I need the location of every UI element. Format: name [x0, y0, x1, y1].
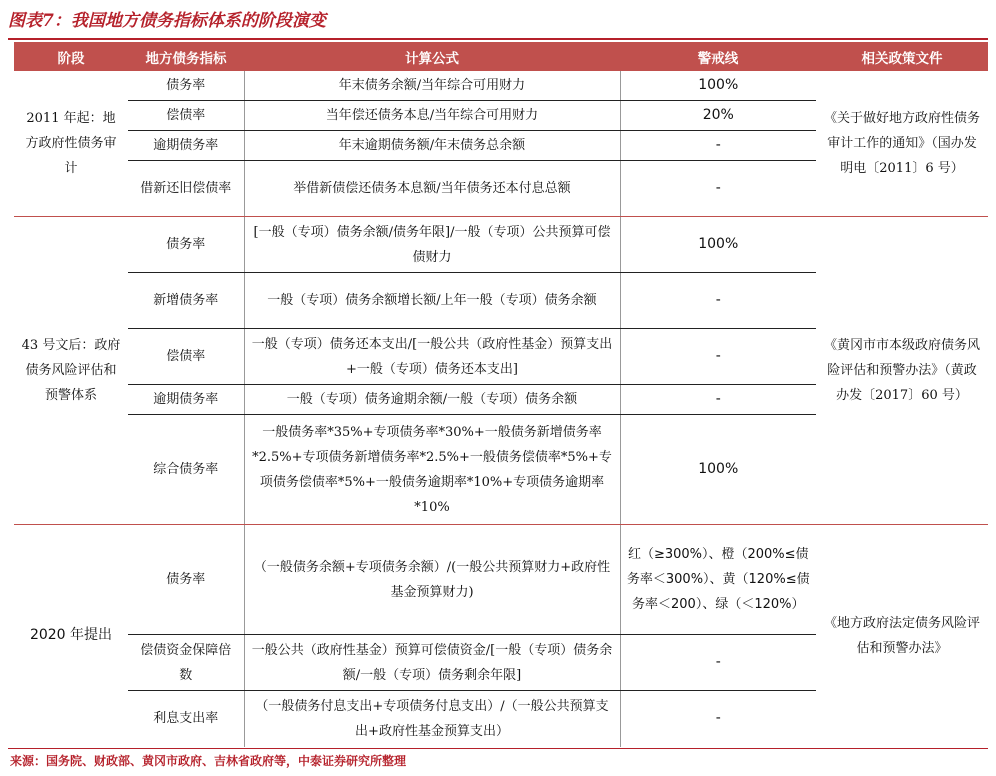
formula-cell: 一般债务率*35%+专项债务率*30%+一般债务新增债务率*2.5%+专项债务新增债务率*2.5%+一般债务偿债率*5%+专项债务偿债率*5%+一般债务逾期率*10%+专项债务逾期率*10%	[244, 415, 620, 525]
formula-cell: [一般（专项）债务余额/债务年限]/一般（专项）公共预算可偿债财力	[244, 217, 620, 273]
policy-cell: 《地方政府法定债务风险评估和预警办法》	[823, 615, 980, 656]
indicator-cell: 综合债务率	[128, 415, 244, 525]
stage-cell: 2020 年提出	[29, 627, 113, 644]
formula-cell: 年末债务余额/当年综合可用财力	[244, 71, 620, 101]
threshold-cell: -	[620, 635, 816, 691]
header-stage: 阶段	[14, 42, 128, 71]
table-row	[14, 217, 988, 273]
indicator-cell: 偿债率	[128, 329, 244, 385]
indicator-cell: 债务率	[128, 525, 244, 635]
formula-cell: 当年偿还债务本息/当年综合可用财力	[244, 101, 620, 131]
indicator-cell: 债务率	[128, 71, 244, 101]
header-threshold: 警戒线	[620, 42, 816, 71]
figure-title: 图表7：我国地方债务指标体系的阶段演变	[8, 11, 326, 31]
threshold-cell: 100%	[620, 71, 816, 101]
indicator-cell: 借新还旧偿债率	[128, 161, 244, 217]
debt-indicator-table	[14, 42, 988, 747]
indicator-cell: 债务率	[128, 217, 244, 273]
indicator-cell: 逾期债务率	[128, 131, 244, 161]
indicator-cell: 偿债率	[128, 101, 244, 131]
header-policy: 相关政策文件	[816, 42, 988, 71]
formula-cell: 一般（专项）债务逾期余额/一般（专项）债务余额	[244, 385, 620, 415]
formula-cell: 一般（专项）债务还本支出/[一般公共（政府性基金）预算支出+一般（专项）债务还本支出]	[244, 329, 620, 385]
threshold-cell: 100%	[620, 415, 816, 525]
threshold-cell: -	[620, 161, 816, 217]
threshold-cell: 20%	[620, 101, 816, 131]
formula-cell: （一般债务付息支出+专项债务付息支出）/（一般公共预算支出+政府性基金预算支出）	[244, 691, 620, 747]
threshold-cell: 100%	[620, 217, 816, 273]
indicator-cell: 逾期债务率	[128, 385, 244, 415]
threshold-cell: -	[620, 691, 816, 747]
stage-cell: 2011 年起：地方政府性债务审计	[14, 71, 128, 217]
title-divider	[8, 38, 988, 40]
indicator-cell: 偿债资金保障倍数	[128, 635, 244, 691]
footer-divider	[8, 748, 988, 749]
policy-cell: 《黄冈市市本级政府债务风险评估和预警办法》（黄政办发〔2017〕60 号）	[816, 217, 988, 525]
threshold-cell: 红（≥300%）、橙（200%≤债务率＜300%）、黄（120%≤债务率＜200）、绿（＜120%）	[620, 525, 816, 635]
formula-cell: 举借新债偿还债务本息额/当年债务还本付息总额	[244, 161, 620, 217]
formula-cell: 年末逾期债务额/年末债务总余额	[244, 131, 620, 161]
policy-cell: 《关于做好地方政府性债务审计工作的通知》（国办发明电〔2011〕6 号）	[816, 71, 988, 217]
header-formula: 计算公式	[244, 42, 620, 71]
table-header-row	[14, 42, 988, 71]
header-indicator: 地方债务指标	[128, 42, 244, 71]
formula-cell: （一般债务余额+专项债务余额）/(一般公共预算财力+政府性基金预算财力)	[244, 525, 620, 635]
threshold-cell: -	[620, 329, 816, 385]
threshold-cell: -	[620, 131, 816, 161]
formula-cell: 一般（专项）债务余额增长额/上年一般（专项）债务余额	[244, 273, 620, 329]
table-row	[14, 525, 988, 635]
indicator-cell: 新增债务率	[128, 273, 244, 329]
threshold-cell: -	[620, 385, 816, 415]
indicator-cell: 利息支出率	[153, 711, 219, 727]
threshold-cell: -	[620, 273, 816, 329]
source-note: 来源：国务院、财政部、黄冈市政府、吉林省政府等，中泰证券研究所整理	[10, 754, 407, 768]
formula-cell: 一般公共（政府性基金）预算可偿债资金/[一般（专项）债务余额/一般（专项）债务剩余年限]	[244, 635, 620, 691]
stage-cell: 43 号文后：政府债务风险评估和预警体系	[14, 217, 128, 525]
table-row	[14, 71, 988, 101]
